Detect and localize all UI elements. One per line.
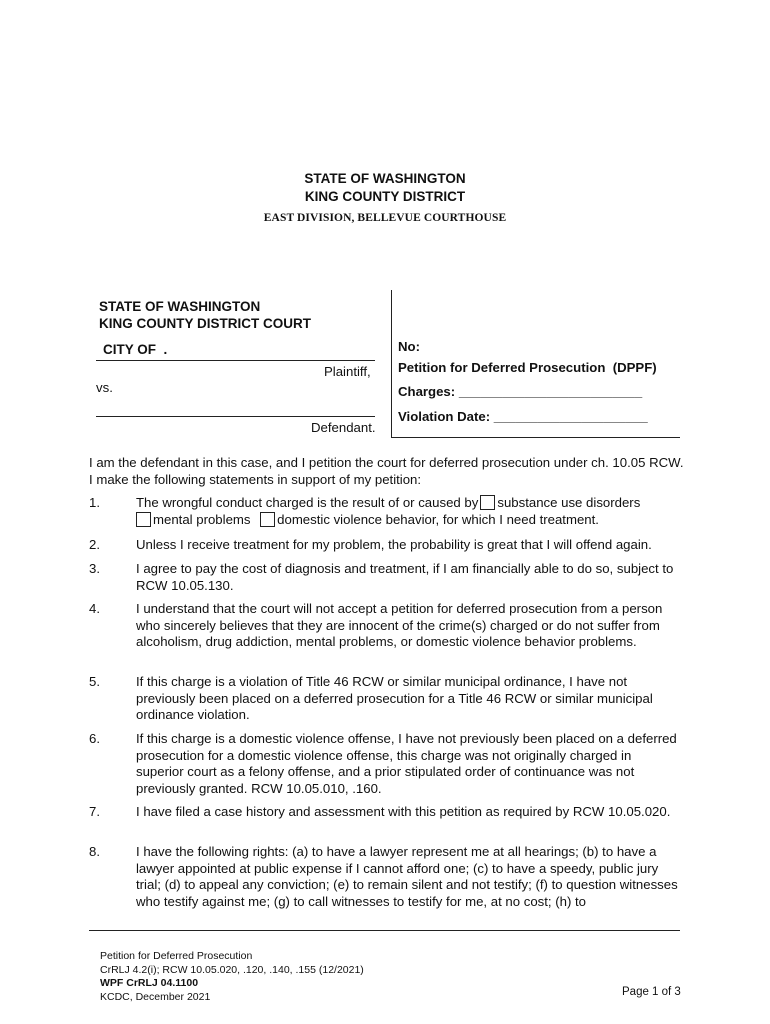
list-item-text: If this charge is a domestic violence offense, I have not previously been placed on a deferred prosecution for a domestic violence offense, this charge was not originally charged in superior court as a felony offense, and a prior stipulated order of continuance was not previously granted. RCW 10.05.010, .160.: [136, 731, 677, 796]
plaintiff-line: [96, 360, 375, 361]
item1-text: The wrongful conduct charged is the result of or caused by: [136, 495, 479, 510]
list-item-number: 7.: [89, 804, 100, 819]
list-item-number: 1.: [89, 495, 100, 510]
caption-divider: [391, 290, 392, 438]
header-state: STATE OF WASHINGTON: [304, 171, 466, 186]
substance-use-checkbox[interactable]: [480, 495, 495, 510]
footer-form-title: Petition for Deferred Prosecution: [100, 950, 253, 962]
list-item-number: 4.: [89, 601, 100, 616]
caption-bottom-rule: [391, 437, 680, 438]
mental-problems-label: mental problems: [153, 511, 251, 527]
caption-city-label: CITY OF: [103, 342, 157, 357]
violation-date-field: [398, 409, 648, 424]
list-item-text: Unless I receive treatment for my problem, the probability is great that I will offend again.: [136, 537, 652, 552]
list-item-text: I have filed a case history and assessment with this petition as required by RCW 10.05.020.: [136, 804, 671, 819]
list-item-number: 6.: [89, 731, 100, 746]
domestic-violence-checkbox[interactable]: [260, 512, 275, 527]
vs-label: vs.: [96, 380, 113, 395]
list-item-text: I agree to pay the cost of diagnosis and treatment, if I am financially able to do so, subject to RCW 10.05.130.: [136, 561, 674, 593]
case-number-label: No:: [398, 339, 420, 354]
header-division: EAST DIVISION, BELLEVUE COURTHOUSE: [263, 212, 507, 224]
plaintiff-label: Plaintiff,: [324, 364, 371, 379]
footer-left: [100, 950, 364, 1004]
intro-paragraph: I am the defendant in this case, and I petition the court for deferred prosecution under ch. 10.05 RCW. I make the following statements in support of my petition:: [89, 455, 684, 487]
substance-use-label: substance use disorders: [497, 495, 641, 510]
document-title: [398, 360, 657, 375]
document-title-text: Petition for Deferred Prosecution: [398, 360, 606, 375]
charges-label: Charges:: [398, 384, 459, 399]
violation-date-input[interactable]: _____________________: [493, 409, 648, 424]
mental-problems-checkbox[interactable]: [136, 512, 151, 527]
list-item-text: I understand that the court will not accept a petition for deferred prosecution from a person who sincerely believes that they are innocent of the crime(s) charged or do not suffer from alcoholism, drug addiction, mental problems, or domestic violence behavior problems.: [136, 601, 663, 649]
caption-court-line1: STATE OF WASHINGTON: [99, 299, 261, 314]
list-item-number: 5.: [89, 674, 100, 689]
footer-revision: KCDC, December 2021: [100, 990, 211, 1003]
defendant-line: [96, 416, 375, 417]
list-item-number: 3.: [89, 561, 100, 576]
page-number: Page 1 of 3: [622, 986, 681, 998]
violation-date-label: Violation Date:: [398, 409, 494, 424]
list-item-text: I have the following rights: (a) to have a lawyer represent me at all hearings; (b) to have a lawyer appointed at public expense if I cannot afford one; (c) to have a speedy, public jury trial; (d) to appeal any conviction; (e) to remain silent and not testify; (f) to question witnesses who testify against me; (g) to call witnesses to testify for me, at no cost; (h) to: [136, 844, 678, 909]
charges-field: [398, 384, 642, 399]
list-item-number: 2.: [89, 537, 100, 552]
footer-rule: [89, 930, 680, 931]
footer-citations: CrRLJ 4.2(i); RCW 10.05.020, .120, .140, .155 (12/2021): [100, 963, 364, 976]
domestic-violence-label: domestic violence behavior, for which I need treatment.: [277, 511, 599, 527]
list-item-text: [136, 495, 681, 528]
caption-city-value[interactable]: .: [163, 342, 168, 357]
header-county: KING COUNTY DISTRICT: [304, 189, 466, 204]
caption-court-line2: KING COUNTY DISTRICT COURT: [99, 316, 311, 331]
list-item-number: 8.: [89, 844, 100, 859]
footer-form-number: WPF CrRLJ 04.1100: [100, 977, 199, 989]
defendant-label: Defendant.: [311, 420, 376, 435]
caption-city: [103, 342, 167, 357]
list-item-text: If this charge is a violation of Title 46 RCW or similar municipal ordinance, I have not previously been placed on a deferred prosecution for a Title 46 RCW or similar municipal ordinance violation.: [136, 674, 653, 722]
charges-input[interactable]: _________________________: [458, 384, 643, 399]
document-code: (DPPF): [612, 360, 657, 375]
